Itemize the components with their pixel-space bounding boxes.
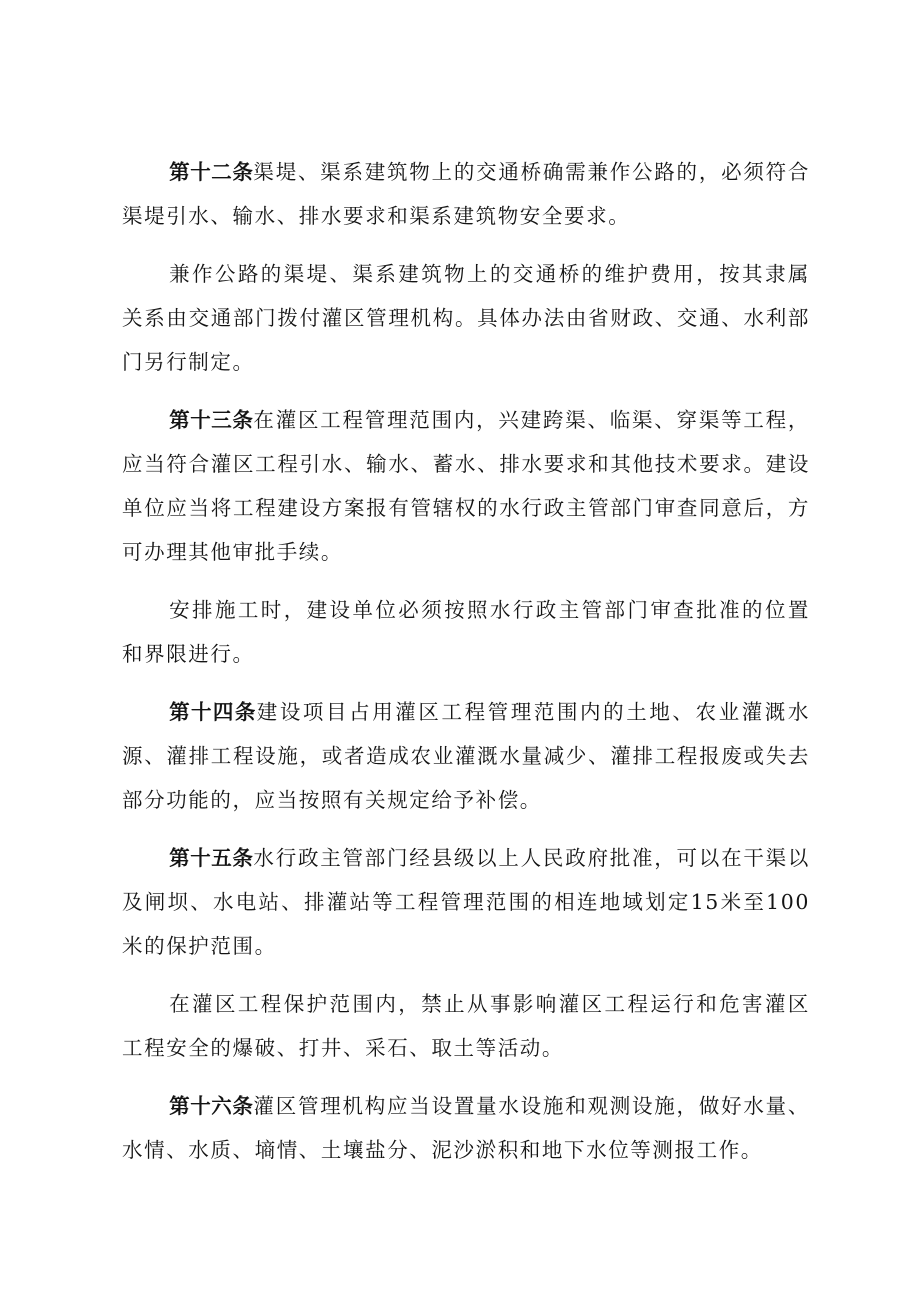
article-14-paragraph [122,690,810,822]
document-body [122,150,810,1186]
article-text: 水行政主管部门经县级以上人民政府批准，可以在干渠以及闸坝、水电站、排灌站等工程管理范围的相连地域划定15米至100米的保护范围。 [122,846,810,958]
article-13-clause-2-paragraph [122,588,810,676]
article-13-paragraph [122,398,810,574]
article-text: 建设项目占用灌区工程管理范围内的土地、农业灌溉水源、灌排工程设施，或者造成农业灌溉水量减少、灌排工程报废或失去部分功能的，应当按照有关规定给予补偿。 [122,700,810,812]
article-15-clause-2-paragraph [122,982,810,1070]
article-text: 灌区管理机构应当设置量水设施和观测设施，做好水量、水情、水质、墒情、土壤盐分、泥沙淤积和地下水位等测报工作。 [122,1094,810,1162]
article-12-paragraph [122,150,810,238]
article-text: 渠堤、渠系建筑物上的交通桥确需兼作公路的，必须符合渠堤引水、输水、排水要求和渠系建筑物安全要求。 [122,160,810,228]
article-12-clause-2-paragraph [122,252,810,384]
clause-text: 兼作公路的渠堤、渠系建筑物上的交通桥的维护费用，按其隶属关系由交通部门拨付灌区管理机构。具体办法由省财政、交通、水利部门另行制定。 [122,262,810,374]
article-16-paragraph [122,1084,810,1172]
clause-text: 安排施工时，建设单位必须按照水行政主管部门审查批准的位置和界限进行。 [122,598,810,666]
article-number: 第十三条 [169,408,254,432]
article-15-paragraph [122,836,810,968]
article-number: 第十四条 [169,700,257,724]
article-number: 第十五条 [169,846,254,870]
article-number: 第十二条 [169,160,254,184]
article-number: 第十六条 [169,1094,254,1118]
article-text: 在灌区工程管理范围内，兴建跨渠、临渠、穿渠等工程，应当符合灌区工程引水、输水、蓄水、排水要求和其他技术要求。建设单位应当将工程建设方案报有管辖权的水行政主管部门审查同意后，方可办理其他审批手续。 [122,408,810,564]
clause-text: 在灌区工程保护范围内，禁止从事影响灌区工程运行和危害灌区工程安全的爆破、打井、采石、取土等活动。 [122,992,810,1060]
